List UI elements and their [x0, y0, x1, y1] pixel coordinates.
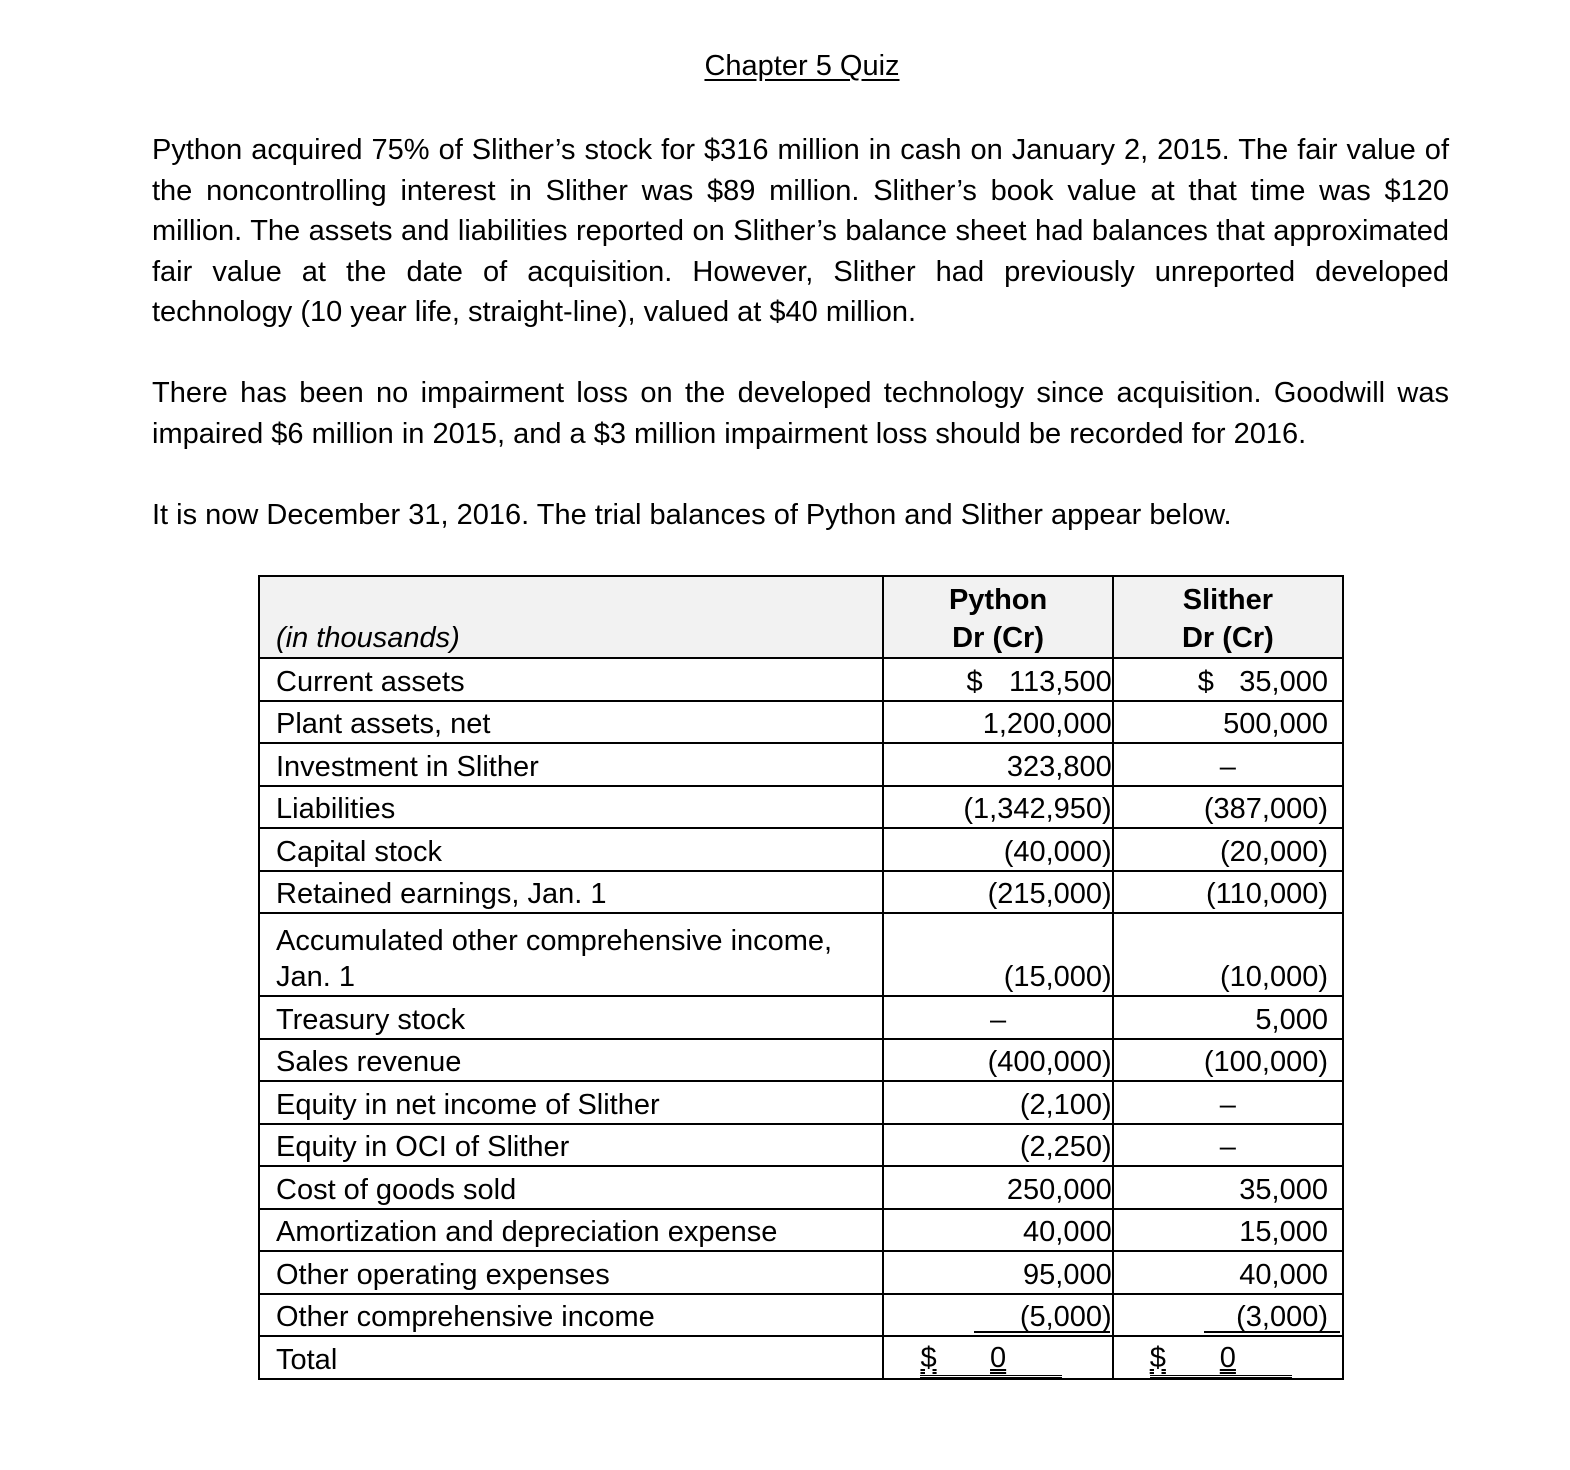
table-row: [259, 1039, 1343, 1082]
table-row: [259, 828, 1343, 871]
row-label-line1: Accumulated other comprehensive income,: [276, 925, 833, 957]
trial-balance-table: [258, 575, 1344, 1380]
slither-header-name: Slither: [1182, 584, 1273, 616]
total-row: [259, 1336, 1343, 1379]
slither-value: –: [1113, 1081, 1343, 1124]
row-label: Liabilities: [259, 786, 883, 829]
slither-value-cell: [1113, 1294, 1343, 1337]
python-value: –: [883, 996, 1112, 1039]
dollar-sign: $: [920, 1341, 937, 1374]
table-row: [259, 1251, 1343, 1294]
slither-total: 0: [1219, 1341, 1236, 1374]
python-value: 250,000: [883, 1166, 1112, 1209]
table-row: [259, 996, 1343, 1039]
slither-value-cell: [1113, 658, 1343, 701]
python-value: 113,500: [1009, 665, 1112, 698]
row-label: Equity in OCI of Slither: [259, 1124, 883, 1167]
row-label: Sales revenue: [259, 1039, 883, 1082]
row-label: Other comprehensive income: [259, 1294, 883, 1337]
slither-value: 15,000: [1113, 1209, 1343, 1252]
python-total: 0: [990, 1341, 1007, 1374]
paragraph-trial-balance-intro: It is now December 31, 2016. The trial balances of Python and Slither appear below.: [152, 499, 1232, 531]
unit-label: (in thousands): [259, 576, 883, 658]
dollar-sign: $: [1149, 1341, 1166, 1374]
slither-value: 5,000: [1113, 996, 1343, 1039]
row-label: Current assets: [259, 658, 883, 701]
slither-value: (110,000): [1113, 871, 1343, 914]
row-label: Other operating expenses: [259, 1251, 883, 1294]
python-value: 95,000: [883, 1251, 1112, 1294]
slither-value: 40,000: [1113, 1251, 1343, 1294]
paragraph-acquisition: Python acquired 75% of Slither’s stock for $316 million in cash on January 2, 2015. The fair value of the noncontrolling interest in Slither was $89 million. Slither’s book value at that time was $120 million. The assets and liabilities reported on Slither’s balance sheet had balances that approximated fair value at the date of acquisition. However, Slither had previously unreported developed technology (10 year life, straight-line), valued at $40 million.: [152, 134, 1449, 328]
dollar-sign: $: [966, 665, 983, 698]
slither-value: –: [1113, 743, 1343, 786]
python-column-header: [883, 576, 1112, 658]
slither-header-drcr: Dr (Cr): [1181, 622, 1274, 654]
slither-value: (100,000): [1113, 1039, 1343, 1082]
table-row: [259, 786, 1343, 829]
slither-value: (387,000): [1113, 786, 1343, 829]
python-value: 323,800: [883, 743, 1112, 786]
row-label: Investment in Slither: [259, 743, 883, 786]
row-label-line2: Jan. 1: [276, 961, 355, 993]
python-total-cell: [883, 1336, 1112, 1379]
python-value: (215,000): [883, 871, 1112, 914]
subtotal-underline: [1204, 1331, 1340, 1333]
row-label: Retained earnings, Jan. 1: [259, 871, 883, 914]
python-value: (15,000): [883, 913, 1112, 996]
table-row: [259, 743, 1343, 786]
python-value: (400,000): [883, 1039, 1112, 1082]
table-row: [259, 1209, 1343, 1252]
page-title: Chapter 5 Quiz: [704, 50, 900, 82]
dollar-sign: $: [1197, 665, 1214, 698]
table-row: [259, 1294, 1343, 1337]
slither-column-header: [1113, 576, 1343, 658]
python-header-name: Python: [948, 584, 1048, 616]
python-value: 1,200,000: [883, 701, 1112, 744]
table-row: [259, 871, 1343, 914]
python-value: (5,000): [1019, 1301, 1112, 1333]
python-value: (1,342,950): [883, 786, 1112, 829]
python-value-cell: [883, 658, 1112, 701]
row-label: Plant assets, net: [259, 701, 883, 744]
row-label: Capital stock: [259, 828, 883, 871]
row-label: [259, 913, 883, 996]
table-row: [259, 1081, 1343, 1124]
slither-value: (20,000): [1113, 828, 1343, 871]
python-value: (40,000): [883, 828, 1112, 871]
table-row: [259, 1124, 1343, 1167]
python-value: 40,000: [883, 1209, 1112, 1252]
row-label: Equity in net income of Slither: [259, 1081, 883, 1124]
total-label: Total: [259, 1336, 883, 1379]
python-header-drcr: Dr (Cr): [952, 622, 1044, 654]
row-label: Amortization and depreciation expense: [259, 1209, 883, 1252]
row-label: Cost of goods sold: [259, 1166, 883, 1209]
paragraph-impairment: There has been no impairment loss on the developed technology since acquisition. Goodwill was impaired $6 million in 2015, and a $3 million impairment loss should be recorded for 2016.: [152, 377, 1449, 450]
python-value-cell: [883, 1294, 1112, 1337]
slither-value: 500,000: [1113, 701, 1343, 744]
slither-value: (3,000): [1236, 1301, 1328, 1333]
table-row: [259, 1166, 1343, 1209]
slither-value: 35,000: [1239, 665, 1328, 698]
slither-value: 35,000: [1113, 1166, 1343, 1209]
subtotal-underline: [974, 1331, 1109, 1333]
python-value: (2,250): [883, 1124, 1112, 1167]
python-value: (2,100): [883, 1081, 1112, 1124]
slither-value: (10,000): [1113, 913, 1343, 996]
table-header-row: [259, 576, 1343, 658]
table-row: [259, 658, 1343, 701]
table-row: [259, 701, 1343, 744]
slither-value: –: [1113, 1124, 1343, 1167]
row-label: Treasury stock: [259, 996, 883, 1039]
slither-total-cell: [1113, 1336, 1343, 1379]
table-row: [259, 913, 1343, 996]
